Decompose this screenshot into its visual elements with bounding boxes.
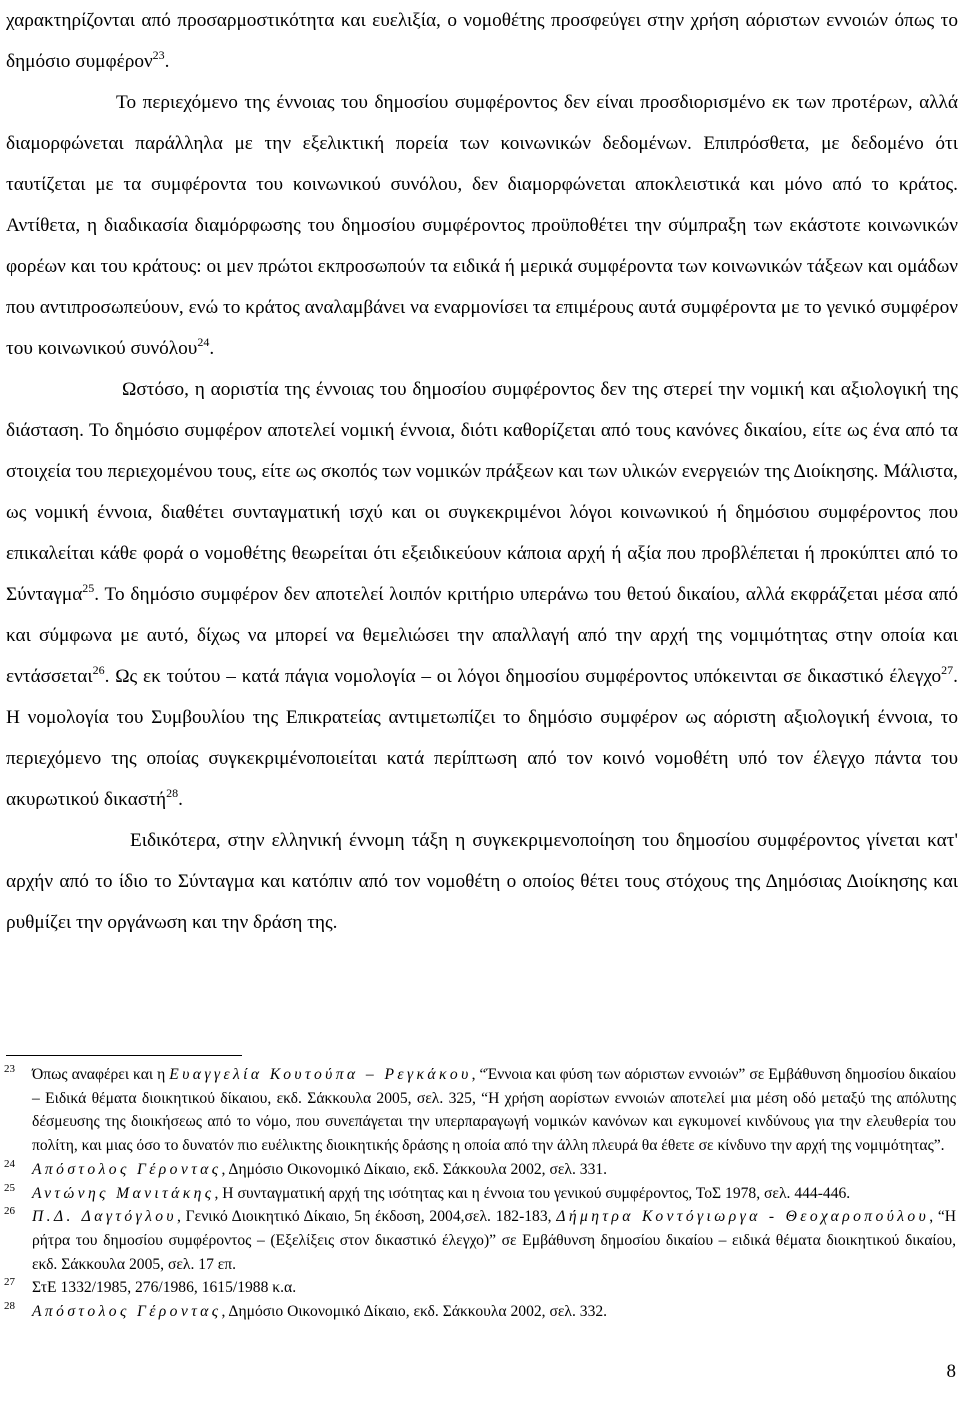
- paragraph-text: .: [164, 51, 170, 72]
- footnote-number: 26: [4, 1205, 15, 1218]
- footnote-text: ΣτΕ 1332/1985, 276/1986, 1615/1988 κ.α.: [32, 1279, 297, 1297]
- paragraph-text: .: [178, 789, 183, 810]
- paragraph-text: Ωστόσο, η αοριστία της έννοιας του δημοσίου συμφέροντος δεν της στερεί την νομική και αξιολογική της διάσταση. Το δημόσιο συμφέρον αποτελεί νομική έννοια, διότι καθορίζεται από τους κανόνες δικαίου, είτε ως ένα από τα στοιχεία του περιεχομένου τους, είτε ως σκοπός των νομικών πράξεων και των υλικών ενεργειών της Διοίκησης. Μάλιστα, ως νομική έννοια, διαθέτει συνταγματική ισχύ και οι συγκεκριμένοι λόγοι κοινωνικού ή δημόσιου συμφέροντος που επικαλείται κάθε φορά ο νομοθέτης θεωρείται ότι εξειδικεύουν κάποια αρχή ή αξία που προβλέπεται ή προκύπτει από το Σύνταγμα: [6, 379, 958, 605]
- footnote-28: [0, 1300, 960, 1324]
- paragraph-2: [6, 82, 958, 369]
- footnote-separator: [6, 1055, 242, 1056]
- paragraph-text: Το περιεχόμενο της έννοιας του δημοσίου συμφέροντος δεν είναι προσδιορισμένο εκ των προτέρων, αλλά διαμορφώνεται παράλληλα με την εξελικτική πορεία των κοινωνικών δεδομένων. Επιπρόσθετα, με δεδομένο ότι ταυτίζεται με τα συμφέροντα του κοινωνικού συνόλου, δεν διαμορφώνεται αποκλειστικά και μόνο από το κράτος. Αντίθετα, η διαδικασία διαμόρφωσης του δημοσίου συμφέροντος προϋποθέτει την σύμπραξη των εκάστοτε κοινωνικών φορέων και του κράτους: οι μεν πρώτοι εκπροσωπούν τα ειδικά ή μερικά συμφέροντα των κοινωνικών τάξεων και ομάδων που αντιπροσωπεύουν, ενώ το κράτος αναλαμβάνει να εναρμονίσει τα επιμέρους αυτά συμφέροντα με το γενικό συμφέρον του κοινωνικού συνόλου: [6, 92, 958, 359]
- footnote-number: 27: [4, 1276, 15, 1289]
- footnote-ref-24[interactable]: 24: [197, 334, 210, 349]
- paragraph-text: χαρακτηρίζονται από προσαρμοστικότητα και ευελιξία, ο νομοθέτης προσφεύγει στην χρήση αόριστων εννοιών όπως το δημόσιο συμφέρον: [6, 10, 958, 72]
- footnote-number: 24: [4, 1157, 15, 1170]
- footnotes: [0, 1063, 960, 1324]
- footnote-author: Απόστολος Γέροντας: [32, 1160, 222, 1178]
- footnote-text: , Δημόσιο Οικονομικό Δίκαιο, εκδ. Σάκκουλα 2002, σελ. 331.: [221, 1160, 608, 1178]
- footnote-ref-23[interactable]: 23: [152, 47, 165, 62]
- footnote-author: Π.Δ. Δαγτόγλου: [32, 1208, 177, 1226]
- footnote-24: [0, 1158, 960, 1182]
- footnote-23: [0, 1063, 960, 1158]
- paragraph-1: [6, 0, 958, 82]
- paragraph-text: . Η νομολογία του Συμβουλίου της Επικρατείας αντιμετωπίζει το δημόσιο συμφέρον ως αόριστη αξιολογική έννοια, το περιεχόμενο της οποίας συγκεκριμένοποιείται κατά περίπτωση από τον κοινό νομοθέτη υπό τον έλεγχο πάντα του ακυρωτικού δικαστή: [6, 666, 958, 810]
- paragraph-4: [6, 820, 958, 943]
- main-text: [6, 0, 958, 943]
- footnote-author: Αντώνης Μανιτάκης: [32, 1184, 215, 1202]
- footnote-author: Ευαγγελία Κουτούπα – Ρεγκάκου: [169, 1066, 472, 1083]
- footnote-author: Απόστολος Γέροντας: [32, 1303, 222, 1321]
- paragraph-text: . Το δημόσιο συμφέρον δεν αποτελεί λοιπόν κριτήριο υπεράνω του θετού δικαίου, αλλά εκφράζεται μέσα από και σύμφωνα με αυτό, δίχως να μπορεί να θεμελιώσει την απαλλαγή από την αρχή της νομιμότητας στην οποία και εντάσσεται: [6, 584, 958, 687]
- paragraph-text: Ειδικότερα, στην ελληνική έννομη τάξη η συγκεκριμενοποίηση του δημοσίου συμφέροντος γίνεται κατ' αρχήν από το ίδιο το Σύνταγμα και κατόπιν από τον νομοθέτη ο οποίος θέτει τους στόχους της Δημόσιας Διοίκησης και ρυθμίζει την οργάνωση και την δράση της.: [6, 830, 958, 933]
- footnote-ref-28[interactable]: 28: [166, 785, 179, 800]
- paragraph-3: [6, 369, 958, 820]
- footnote-26: [0, 1205, 960, 1276]
- paragraph-text: .: [209, 338, 215, 359]
- footnote-text: , Δημόσιο Οικονομικό Δίκαιο, εκδ. Σάκκουλα 2002, σελ. 332.: [221, 1303, 608, 1321]
- footnote-author: Δήμητρα Κοντόγιωργα - Θεοχαροπούλου: [556, 1208, 930, 1226]
- footnote-ref-25[interactable]: 25: [82, 580, 95, 595]
- page-number: 8: [946, 1361, 956, 1382]
- footnote-ref-26[interactable]: 26: [92, 662, 105, 677]
- footnote-text: , “Έννοια και φύση των αόριστων εννοιών” σε Εμβάθυνση δημοσίου δικαίου – Ειδικά θέματα διοικητικού δίκαιου, εκδ. Σάκκουλα 2005, σελ. 325, “Η χρήση αορίστων εννοιών αποτελεί μια μέση οδό μεταξύ της απόλυτης δέσμευσης της διοικήσεως από το νόμο, που συνεπάγεται την υπερπαραγωγή νομικών κανόνων και εγκυμονεί κινδύνους για την ελευθερία του πολίτη, και μιας όσο το δυνατόν πιο ευέλικτης διοικητικής δράσης η οποία από την άλλη πλευρά θα έθετε σε κίνδυνο την αρχή της νομιμότητας”.: [32, 1066, 956, 1155]
- footnote-number: 25: [4, 1181, 15, 1194]
- paragraph-text: . Ως εκ τούτου – κατά πάγια νομολογία – οι λόγοι δημοσίου συμφέροντος υπόκεινται σε δικαστικό έλεγχο: [104, 666, 942, 687]
- footnote-number: 28: [4, 1300, 15, 1313]
- footnote-text: , Γενικό Διοικητικό Δίκαιο, 5η έκδοση, 2004,σελ. 182-183,: [177, 1208, 557, 1226]
- footnote-ref-27[interactable]: 27: [941, 662, 954, 677]
- footnote-25: [0, 1182, 960, 1206]
- footnote-text: Όπως αναφέρει και η: [32, 1066, 170, 1083]
- footnote-27: [0, 1276, 960, 1300]
- footnote-number: 23: [4, 1063, 15, 1075]
- footnote-text: , Η συνταγματική αρχή της ισότητας και η έννοια του γενικού συμφέροντος, ΤοΣ 1978, σελ. 444-446.: [214, 1184, 851, 1202]
- footnote-text: , “Η ρήτρα του δημοσίου συμφέροντος – (Εξελίξεις στον δικαστικό έλεγχο)” σε Εμβάθυνση δημοσίου δικαίου – ειδικά θέματα διοικητικού δικαίου, εκδ. Σάκκουλα 2005, σελ. 17 επ.: [32, 1208, 957, 1273]
